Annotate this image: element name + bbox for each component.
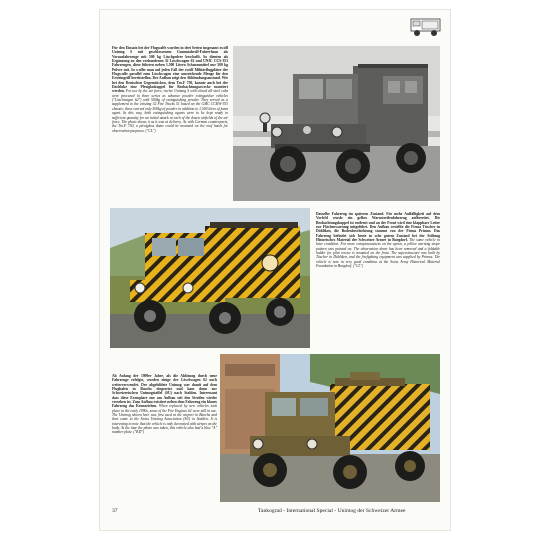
text-block-3 [112, 374, 217, 502]
photo-unimog-striped-airfield [110, 208, 310, 348]
unimog-vehicle-icon [410, 15, 442, 39]
page-number: 37 [112, 508, 118, 514]
text-block-1 [112, 46, 228, 203]
running-title: Tankograd - International Special - Unimog der Schweizer Armee [258, 508, 406, 514]
text-block-2-english: The same vehicle in later condition. For more conspicuousness on the apron, a yellow warning stripe pattern was painted on. The observation dome has been removed and a foldable ladder for pilot rescue is mounted on the front. The superstructure was built by Tüscher in Dübliken, and the firefighting equipment was supplied by Primus. The vehicle is now in very good condition at the Swiss Army Historical Material Foundation in Burgdorf. ("CL") [316, 238, 440, 269]
text-block-2-german: Dasselbe Fahrzeug im späteren Zustand. Für mehr Auffälligkeit auf dem Vorfeld wurde ein gelbes Warnstreifenfahrzeug aufbereitet. Die Beobachtungskuppel ist entfernt und an der Front wird eine klappbare Leiter zur Flächenwartung mitgeführt. Den Aufbau erstellte die Firma Tüscher in Dübliken, die Bodenbeschichtung stammt von der Firma Primus. Das Fahrzeug befindet sich heute in sehr gutem Zustand bei der Stiftung Historisches Material der Schweizer Armee in Burgdorf. [316, 212, 440, 243]
photo-unimog-striped-hangar [220, 354, 440, 502]
text-block-3-english: When replaced by new vehicles took place in the early 1990s, some of the Fire Engines 62 were still in use. The Unimog shown here was first used at the airport in Buochs and then came to the Swiss Unimog Association (SU) in Stalden. It is interesting to note that the vehicle is only decorated with stripes on the body. At the time the photo was taken, this vehicle also had a blue "A" number plate. ("KD") [112, 404, 217, 435]
photo-unimog-delivery [233, 46, 440, 201]
text-block-3-german: Ab Anfang der 1990er Jahre, als die Ablösung durch neue Fahrzeuge erfolgte, wurden einige der Löschwagen 62 noch weiterverwendet. Der abgebildete Unimog war damit auf dem Flughafen in Buochs eingesetzt und kam dann zur Schweizerischen Unimogstaffel (SU) nach Stalden. Interessant dass diese Exemplare nur am Aufbau seit den Streifen wieder versehen ist. Zum Aufbau existiert neben dem Fahrzeug ein blaues Fahrzeug das Kennzeichen. [112, 374, 217, 409]
text-block-1-english: For use by the air force, twelve Unimog S with closed all-steel cabs were procured in three series as advance powder extinguisher vehicles ("Löschwagen 62") with 500kg of extinguishing powder. They served as a supplement to the existing 32 Fire Trucks 51 based on the GMC CCKW-353 chassis; these carried only 500kg of powder in addition to 1,500 litres of foam agent. In this way, both extinguishing agents were to be kept ready in sufficient quantity for an initial attack at each of the dozen airfields of the air force. The photo shows it as it was at delivery. As with German counterparts, the Tro.F 750, a plexiglass dome could be mounted on the roof hatch for observation purposes. ("CL") [112, 89, 228, 133]
text-block-1-german: Für den Einsatz bei der Flugwaffe wurden in drei Serien insgesamt zwölf Unimog S mit geschlossenem Gummiabroll-Fahrerhaus als Vorausfahrzeuge mit 500 kg Löschpulver beschafft. So dienten als Ergänzung zu den vorhandenen 32 Löschwagen 62 und UNIC CCS-353 Fahrzeugen, diese führten neben 1.500 Litern Schaummittel nur 500 kg Pulver mit. So wollte man auf jeden Fall der zwölf Militärflugplätze der Flugwaffe parallel zum Löschwagen eine ausreichende Menge für den Ersteingriff bereitstellen. Der Aufbau zeigt den Abblendungszustand. Wie bei den Deutschen Gegenstücken, dem Tro.F 750, konnte auch bei der Dachluke eine Plexiglaskuppel für Beobachtungszwecke montiert werden. [112, 46, 228, 94]
text-block-2 [316, 212, 440, 332]
